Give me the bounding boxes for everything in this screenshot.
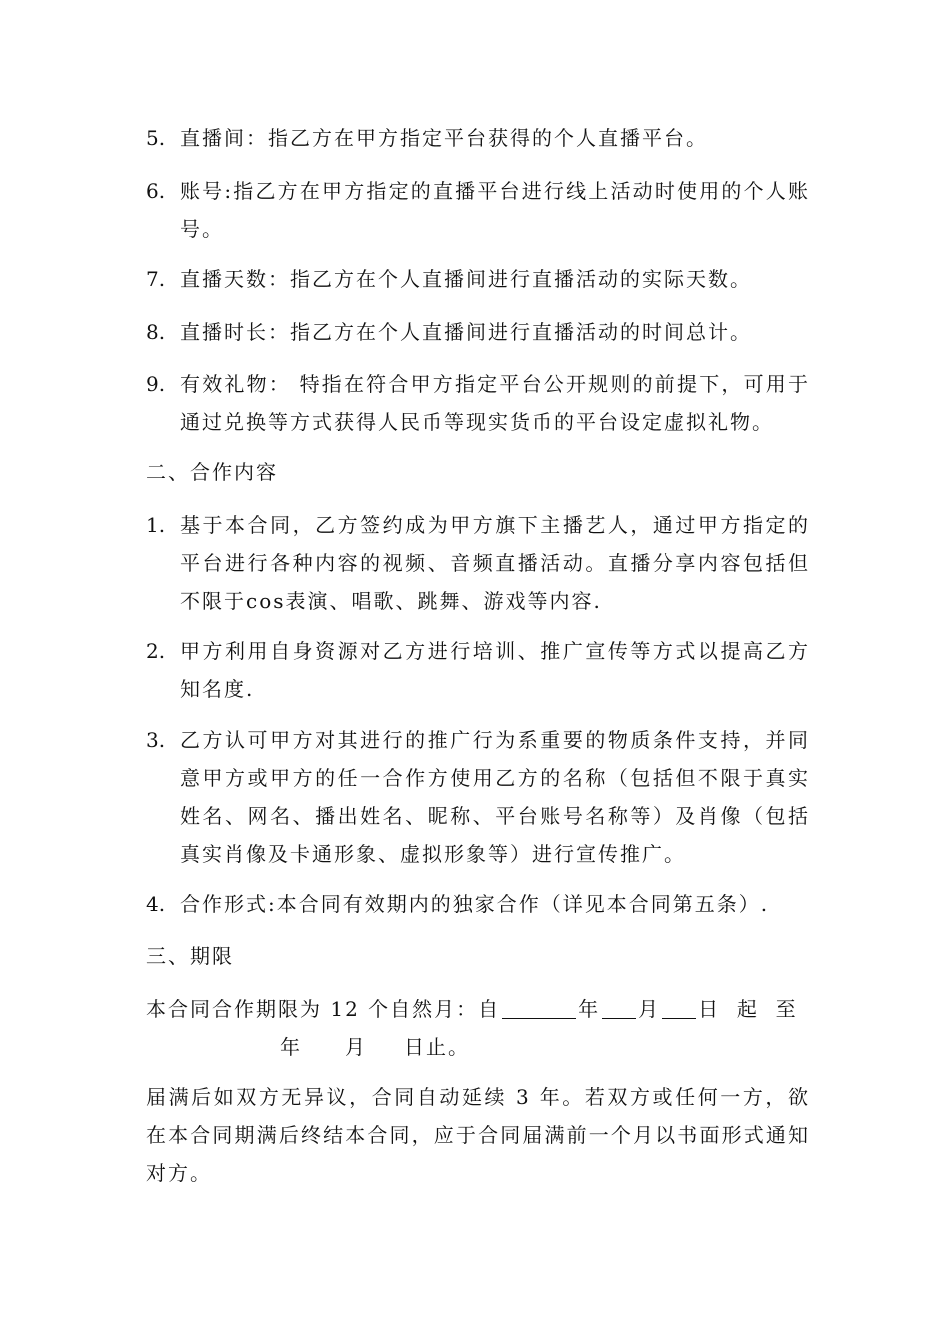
- item-number: 7.: [146, 267, 166, 291]
- item-number: 6.: [146, 179, 166, 203]
- definition-item-9: [146, 365, 810, 441]
- item-text: 合作形式:本合同有效期内的独家合作（详见本合同第五条）.: [180, 892, 770, 916]
- item-text: 账号:指乙方在甲方指定的直播平台进行线上活动时使用的个人账号。: [180, 179, 810, 241]
- item-text: 直播天数：指乙方在个人直播间进行直播活动的实际天数。: [180, 267, 752, 291]
- section-heading-term: 三、期限: [146, 944, 234, 968]
- definition-item-6: [146, 172, 810, 248]
- item-number: 3.: [146, 728, 166, 752]
- term-to-label: 至: [775, 997, 798, 1021]
- item-text: 乙方认可甲方对其进行的推广行为系重要的物质条件支持，并同意甲方或甲方的任一合作方使用乙方的名称（包括但不限于真实姓名、网名、播出姓名、昵称、平台账号名称等）及肖像（包括真实肖像及卡通形象、虚拟形象等）进行宣传推广。: [180, 728, 810, 866]
- cooperation-item-4: [146, 885, 810, 923]
- term-prefix: 本合同合作期限为 12 个自然月：自: [146, 997, 501, 1021]
- definition-item-5: [146, 119, 810, 157]
- definition-item-8: [146, 313, 810, 351]
- term-from-label: 起: [736, 997, 759, 1021]
- item-number: 9.: [146, 372, 166, 396]
- item-number: 1.: [146, 513, 166, 537]
- item-text: 甲方利用自身资源对乙方进行培训、推广宣传等方式以提高乙方知名度.: [180, 639, 810, 701]
- item-number: 5.: [146, 126, 166, 150]
- item-text: 直播时长：指乙方在个人直播间进行直播活动的时间总计。: [180, 320, 752, 344]
- start-year-blank: [502, 994, 576, 1019]
- item-text: 基于本合同，乙方签约成为甲方旗下主播艺人，通过甲方指定的平台进行各种内容的视频、音频直播活动。直播分享内容包括但不限于cos表演、唱歌、跳舞、游戏等内容.: [180, 513, 810, 613]
- definition-item-7: [146, 260, 810, 298]
- cooperation-item-3: [146, 721, 810, 873]
- item-number: 4.: [146, 892, 166, 916]
- item-text: 直播间：指乙方在甲方指定平台获得的个人直播平台。: [180, 126, 708, 150]
- start-month-blank: [602, 994, 636, 1019]
- section-heading-cooperation: 二、合作内容: [146, 460, 278, 484]
- item-text: 有效礼物： 特指在符合甲方指定平台公开规则的前提下，可用于通过兑换等方式获得人民币等现实货币的平台设定虚拟礼物。: [180, 372, 810, 434]
- term-year-label: 年: [578, 997, 601, 1021]
- start-day-blank: [662, 994, 696, 1019]
- term-month-label: 月: [638, 997, 661, 1021]
- cooperation-item-1: [146, 506, 810, 620]
- term-clause: [146, 990, 810, 1028]
- cooperation-item-2: [146, 632, 810, 708]
- term-day-label: 日: [698, 997, 721, 1021]
- end-month-label: 月: [345, 1035, 367, 1059]
- item-number: 8.: [146, 320, 166, 344]
- end-year-label: 年: [280, 1035, 302, 1059]
- end-day-label: 日止。: [404, 1035, 470, 1059]
- item-number: 2.: [146, 639, 166, 663]
- renewal-clause: 届满后如双方无异议，合同自动延续 3 年。若双方或任何一方，欲在本合同期满后终结本合同，应于合同届满前一个月以书面形式通知对方。: [146, 1085, 810, 1185]
